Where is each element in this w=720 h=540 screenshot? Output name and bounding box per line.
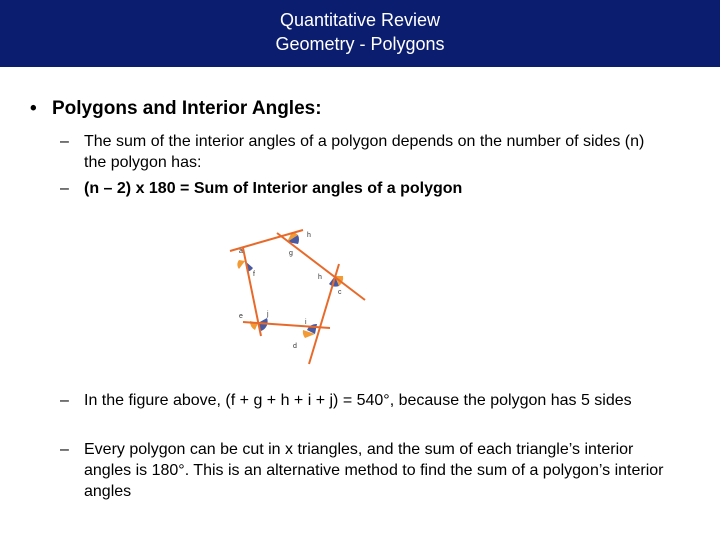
main-bullet-text: Polygons and Interior Angles:	[52, 98, 322, 119]
dash-symbol: –	[60, 133, 69, 150]
formula-text: (n – 2) x 180 = Sum of Interior angles of a polygon	[84, 180, 463, 197]
exterior-angle-a-wedge	[237, 260, 245, 269]
slide-header	[0, 0, 720, 67]
label-d: d	[293, 343, 297, 350]
label-f: f	[253, 271, 255, 278]
header-subtitle: Geometry - Polygons	[275, 34, 445, 54]
dash-symbol: –	[60, 441, 69, 458]
sub-bullet-3	[60, 390, 664, 411]
label-e: e	[239, 313, 243, 320]
label-j: j	[267, 311, 269, 318]
bullet-symbol: •	[30, 98, 37, 119]
sub-bullet-text: Every polygon can be cut in x triangles, and the sum of each triangle’s interior angles is 180°. This is an alternative method to find the sum of a polygon’s interior angles	[84, 441, 664, 500]
label-a: a	[239, 248, 243, 255]
polygon-side-cd	[309, 264, 339, 364]
dash-symbol: –	[60, 392, 69, 409]
polygon-side-bc	[277, 233, 365, 300]
header-title: Quantitative Review	[279, 10, 441, 30]
dash-symbol: –	[60, 180, 69, 197]
label-b: h	[307, 232, 311, 239]
polygon-figure	[225, 218, 370, 370]
sub-bullet-1	[60, 131, 664, 173]
sub-bullet-4	[60, 439, 664, 502]
sub-bullet-2	[60, 178, 664, 199]
label-g: g	[289, 250, 293, 257]
label-c: c	[338, 289, 342, 296]
sub-bullet-text: The sum of the interior angles of a polygon depends on the number of sides (n) the polygon has:	[84, 133, 645, 171]
main-bullet	[30, 98, 322, 120]
sub-bullet-text: In the figure above, (f + g + h + i + j) = 540°, because the polygon has 5 sides	[84, 392, 632, 409]
label-i: i	[305, 319, 307, 326]
label-h: h	[318, 274, 322, 281]
